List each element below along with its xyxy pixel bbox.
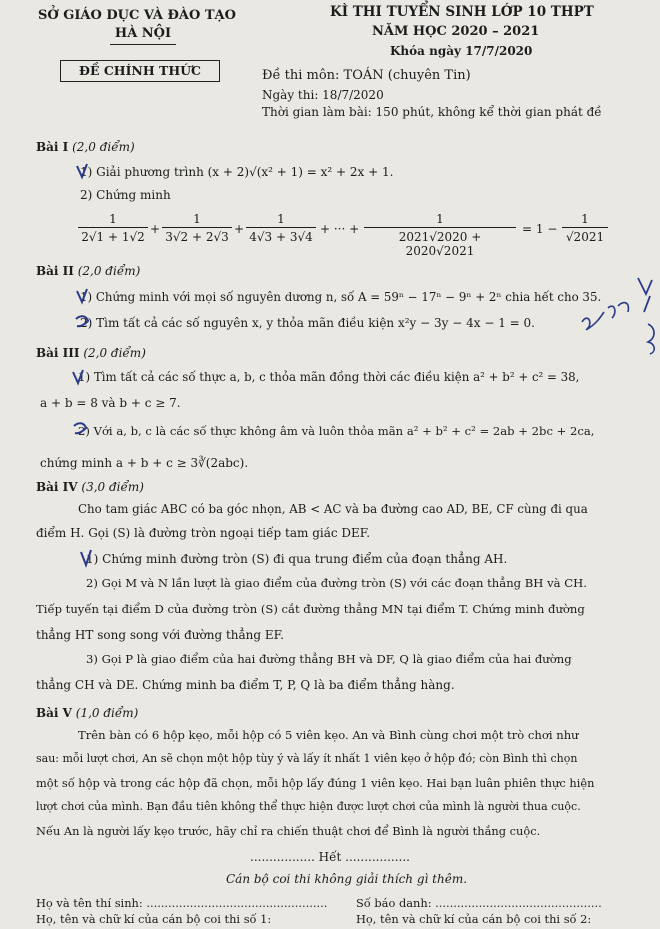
- exam-date: Khóa ngày 17/7/2020: [390, 44, 533, 58]
- bai4-title: Bài IV: [36, 480, 78, 494]
- pen-mark-icon: [74, 287, 90, 305]
- fraction-denominator: 2√1 + 1√2: [81, 230, 145, 244]
- proctor-note: Cán bộ coi thi không giải thích gì thêm.: [226, 872, 468, 886]
- pen-mark-icon: [70, 368, 86, 386]
- proctor1-signature-field: Họ, tên và chữ kí của cán bộ coi thi số 1:: [36, 912, 272, 926]
- candidate-name-field: Họ và tên thí sinh: ..................................................: [36, 896, 328, 910]
- bai5-title: Bài V: [36, 706, 72, 720]
- pen-mark-icon: [74, 313, 90, 331]
- bai5-line4: lượt chơi của mình. Bạn đầu tiên không thể thực hiện được lượt chơi của mình là người thua cuộc.: [36, 800, 581, 813]
- bai1-heading: [36, 140, 135, 154]
- bai4-heading: [36, 480, 144, 494]
- ellipsis-sum: + ··· +: [320, 222, 360, 236]
- fraction-numerator: 1: [436, 212, 444, 226]
- bai1-title: Bài I: [36, 140, 69, 154]
- proctor2-signature-field: Họ, tên và chữ kí của cán bộ coi thi số 2:: [356, 912, 592, 926]
- bai5-line2: sau: mỗi lượt chơi, An sẽ chọn một hộp tùy ý và lấy ít nhất 1 viên kẹo ở hộp đó; còn Bình thì chọn: [36, 752, 578, 765]
- fraction-numerator: 1: [581, 212, 589, 226]
- bai1-fraction-1: [78, 212, 148, 244]
- end-marker: ................. Hết .................: [250, 850, 410, 864]
- bai1-fraction-5: [562, 212, 608, 244]
- bai3-q1-line1: 1) Tìm tất cả các số thực a, b, c thỏa mãn đồng thời các điều kiện a² + b² + c² = 38,: [78, 370, 580, 384]
- department-name: SỞ GIÁO DỤC VÀ ĐÀO TẠO: [38, 8, 236, 23]
- bai4-q2-line2: Tiếp tuyến tại điểm D của đường tròn (S) cắt đường thẳng MN tại điểm T. Chứng minh đường: [36, 602, 585, 616]
- bai5-heading: [36, 706, 138, 720]
- candidate-number-field: Số báo danh: ..............................................: [356, 896, 602, 910]
- pen-mark-icon: [78, 548, 94, 568]
- bai4-q2-line3: thẳng HT song song với đường thẳng EF.: [36, 628, 284, 642]
- bai3-heading: [36, 346, 146, 360]
- official-label: ĐỀ CHÍNH THỨC: [60, 60, 220, 82]
- fraction-numerator: 1: [193, 212, 201, 226]
- bai5-line1: Trên bàn có 6 hộp kẹo, mỗi hộp có 5 viên kẹo. An và Bình cùng chơi một trò chơi như: [78, 728, 579, 742]
- bai4-q3-line2: thẳng CH và DE. Chứng minh ba điểm T, P, Q là ba điểm thẳng hàng.: [36, 678, 455, 692]
- bai4-points: (3,0 điểm): [81, 480, 144, 494]
- pen-mark-icon: [74, 162, 90, 180]
- city-name: HÀ NỘI: [114, 26, 172, 41]
- duration-line: Thời gian làm bài: 150 phút, không kể thời gian phát đề: [262, 105, 602, 119]
- school-year: NĂM HỌC 2020 – 2021: [372, 24, 540, 39]
- bai3-title: Bài III: [36, 346, 80, 360]
- fraction-numerator: 1: [109, 212, 117, 226]
- bai2-points: (2,0 điểm): [77, 264, 141, 278]
- city-underline: [110, 44, 176, 45]
- plus-sign: +: [234, 222, 245, 236]
- exam-title: KÌ THI TUYỂN SINH LỚP 10 THPT: [330, 4, 594, 20]
- bai1-fraction-3: [246, 212, 316, 244]
- test-date: Ngày thi: 18/7/2020: [262, 88, 384, 102]
- bai2-q2: 2) Tìm tất cả các số nguyên x, y thỏa mãn điều kiện x²y − 3y − 4x − 1 = 0.: [80, 316, 535, 330]
- bai4-q2-line1: 2) Gọi M và N lần lượt là giao điểm của đường tròn (S) với các đoạn thẳng BH và CH.: [86, 576, 587, 590]
- bai2-title: Bài II: [36, 264, 74, 278]
- bai4-q3-line1: 3) Gọi P là giao điểm của hai đường thẳng BH và DF, Q là giao điểm của hai đường: [86, 652, 572, 666]
- fraction-denominator: √2021: [565, 230, 605, 244]
- bai1-fraction-2: [162, 212, 232, 244]
- fraction-denominator: 2021√2020 + 2020√2021: [398, 230, 482, 258]
- bai5-points: (1,0 điểm): [75, 706, 139, 720]
- bai3-q1-line2: a + b = 8 và b + c ≥ 7.: [40, 396, 181, 410]
- handwritten-scribble-icon: [572, 272, 660, 356]
- bai1-points: (2,0 điểm): [72, 140, 135, 154]
- bai4-intro-line2: điểm H. Gọi (S) là đường tròn ngoại tiếp tam giác DEF.: [36, 526, 371, 540]
- bai5-line3: một số hộp và trong các hộp đã chọn, mỗi hộp lấy đúng 1 viên kẹo. Hai bạn luân phiên thực hiện: [36, 776, 595, 790]
- bai3-q2-line2: chứng minh a + b + c ≥ 3∛(2abc).: [40, 456, 249, 470]
- bai2-q1: 1) Chứng minh với mọi số nguyên dương n, số A = 59ⁿ − 17ⁿ − 9ⁿ + 2ⁿ chia hết cho 35.: [80, 290, 602, 304]
- bai4-intro-line1: Cho tam giác ABC có ba góc nhọn, AB < AC và ba đường cao AD, BE, CF cùng đi qua: [78, 502, 588, 516]
- bai2-heading: [36, 264, 140, 278]
- bai3-points: (2,0 điểm): [83, 346, 146, 360]
- bai4-q1: 1) Chứng minh đường tròn (S) đi qua trung điểm của đoạn thẳng AH.: [86, 552, 508, 566]
- bai1-fraction-4: [364, 212, 516, 258]
- plus-sign: +: [150, 222, 161, 236]
- pen-mark-icon: [72, 420, 88, 438]
- subject-line: Đề thi môn: TOÁN (chuyên Tin): [262, 68, 471, 83]
- fraction-numerator: 1: [277, 212, 285, 226]
- bai1-q2: 2) Chứng minh: [80, 188, 171, 202]
- bai3-q2-line1: 2) Với a, b, c là các số thực không âm và luôn thỏa mãn a² + b² + c² = 2ab + 2bc + 2ca,: [78, 424, 595, 438]
- fraction-denominator: 4√3 + 3√4: [249, 230, 313, 244]
- bai1-q1: 1) Giải phương trình (x + 2)√(x² + 1) = x² + 2x + 1.: [80, 165, 394, 179]
- bai5-line5: Nếu An là người lấy kẹo trước, hãy chỉ ra chiến thuật chơi để Bình là người thắng cuộc.: [36, 824, 541, 838]
- equals-one-minus: = 1 −: [522, 222, 558, 236]
- fraction-denominator: 3√2 + 2√3: [165, 230, 229, 244]
